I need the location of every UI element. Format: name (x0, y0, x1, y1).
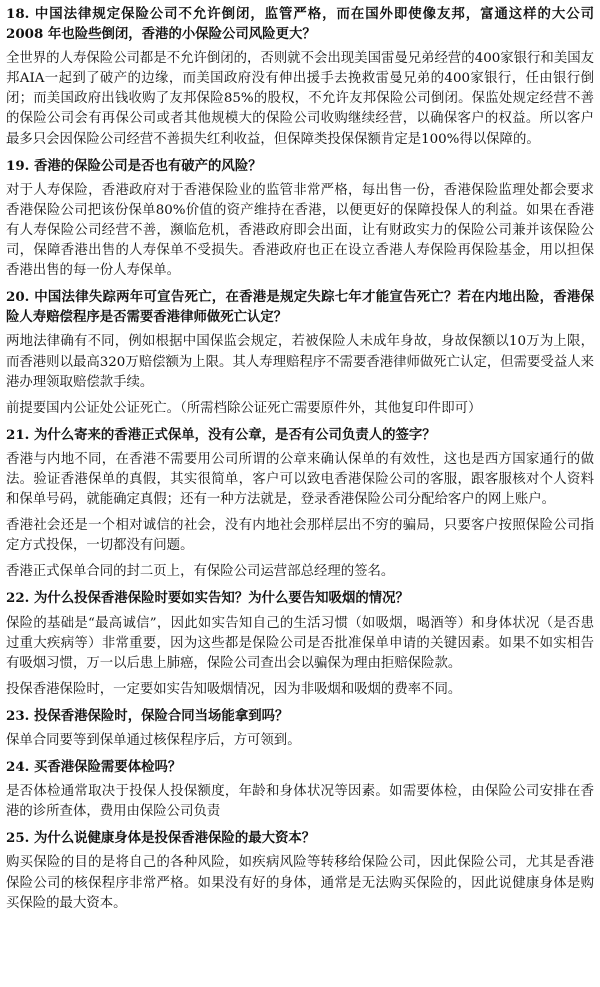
answer-paragraph: 香港与内地不同，在香港不需要用公司所谓的公章来确认保单的有效性，这也是西方国家通行的做法。验证香港保单的真假，其实很简单，客户可以致电香港保险公司的客服，跟客服核对个人资料和保单号码，就能确定真假；还有一种方法就是，登录香港保险公司分配给客户的网上账户。 (6, 451, 594, 508)
question-heading: 21. 为什么寄来的香港正式保单，没有公章，是否有公司负责人的签字？ (6, 426, 436, 443)
question-heading: 24. 买香港保险需要体检吗？ (6, 759, 182, 776)
question-heading: 18. 中国法律规定保险公司不允许倒闭，监管严格，而在国外即使像友邦，富通这样的大公司 2008 年也险些倒闭，香港的小保险公司风险更大？ (6, 6, 594, 43)
question-heading: 22. 为什么投保香港保险时要如实告知？为什么要告知吸烟的情况？ (6, 590, 409, 607)
answer-paragraph: 保险的基础是“最高诚信”，因此如实告知自己的生活习惯（如吸烟，喝酒等）和身体状况（是否患过重大疾病等）非常重要，因为这些都是保险公司是否批准保单申请的关键因素。如果不如实相告有吸烟习惯，万一以后患上肺癌，保险公司查出会以骗保为理由拒赔保险款。 (6, 615, 594, 671)
question-heading: 23. 投保香港保险时，保险合同当场能拿到吗？ (6, 707, 289, 724)
answer-paragraph: 前提要国内公证处公证死亡。（所需档除公证死亡需要原件外，其他复印件即可） (6, 400, 482, 416)
question-heading: 19. 香港的保险公司是否也有破产的风险？ (6, 157, 262, 174)
faq-section-24 (6, 757, 594, 822)
faq-section-21 (6, 425, 594, 583)
faq-section-25 (6, 828, 594, 913)
answer-paragraph: 购买保险的目的是将自己的各种风险，如疾病风险等转移给保险公司，因此保险公司，尤其是香港保险公司的核保程序非常严格。如果没有好的身体，通常是无法购买保险的，因此说健康身体是购买保险的最大资本。 (6, 855, 594, 911)
answer-paragraph: 投保香港保险时，一定要如实告知吸烟情况，因为非吸烟和吸烟的费率不同。 (6, 681, 462, 697)
answer-paragraph: 对于人寿保险，香港政府对于香港保险业的监管非常严格，每出售一份，香港保险监理处都会要求香港保险公司把该份保单80%价值的资产维持在香港，以便更好的保障投保人的利益。如果在香港有人寿保险公司经营不善，濒临危机，香港政府即会出面，让有财政实力的保险公司兼并该保险公司，保障香港出售的人寿保单不受损失。香港政府也正在设立香港人寿保险再保险基金，用以担保香港出售的每一份人寿保单。 (6, 182, 594, 279)
faq-section-20 (6, 287, 594, 419)
answer-paragraph: 全世界的人寿保险公司都是不允许倒闭的，否则就不会出现美国雷曼兄弟经营的400家银行和美国友邦AIA一起到了破产的边缘，而美国政府没有伸出援手去挽救雷曼兄弟的400家银行，任由银行倒闭；而美国政府出钱收购了友邦保险85%的股权，不允许友邦保险公司倒闭。保监处规定经营不善的保险公司会有再保公司或者其他规模大的保险公司收购继续经营，以确保客户的权益。所以客户最多只会因保险公司经营不善损失红利收益，但保障类投保保额肯定是100%得以保障的。 (6, 51, 594, 147)
question-heading: 25. 为什么说健康身体是投保香港保险的最大资本？ (6, 830, 316, 847)
faq-section-19 (6, 156, 594, 282)
answer-paragraph: 两地法律确有不同，例如根据中国保监会规定，若被保险人未成年身故，身故保额以10万为上限，而香港则以最高320万赔偿额为上限。其人寿理赔程序不需要香港律师做死亡认定，但需要受益人来港办理领取赔偿款手续。 (6, 334, 594, 390)
answer-paragraph: 保单合同要等到保单通过核保程序后，方可领到。 (6, 733, 301, 748)
answer-paragraph: 是否体检通常取决于投保人投保额度，年龄和身体状况等因素。如需要体检，由保险公司安排在香港的诊所查体，费用由保险公司负责 (6, 784, 594, 820)
faq-section-23 (6, 706, 594, 751)
question-heading: 20. 中国法律失踪两年可宣告死亡，在香港是规定失踪七年才能宣告死亡？若在内地出险，香港保险人寿赔偿程序是否需要香港律师做死亡认定？ (6, 289, 594, 326)
faq-section-18 (6, 4, 594, 150)
answer-paragraph: 香港社会还是一个相对诚信的社会，没有内地社会那样层出不穷的骗局，只要客户按照保险公司指定方式投保，一切都没有问题。 (6, 518, 594, 554)
faq-section-22 (6, 588, 594, 699)
answer-paragraph: 香港正式保单合同的封二页上，有保险公司运营部总经理的签名。 (6, 564, 395, 580)
